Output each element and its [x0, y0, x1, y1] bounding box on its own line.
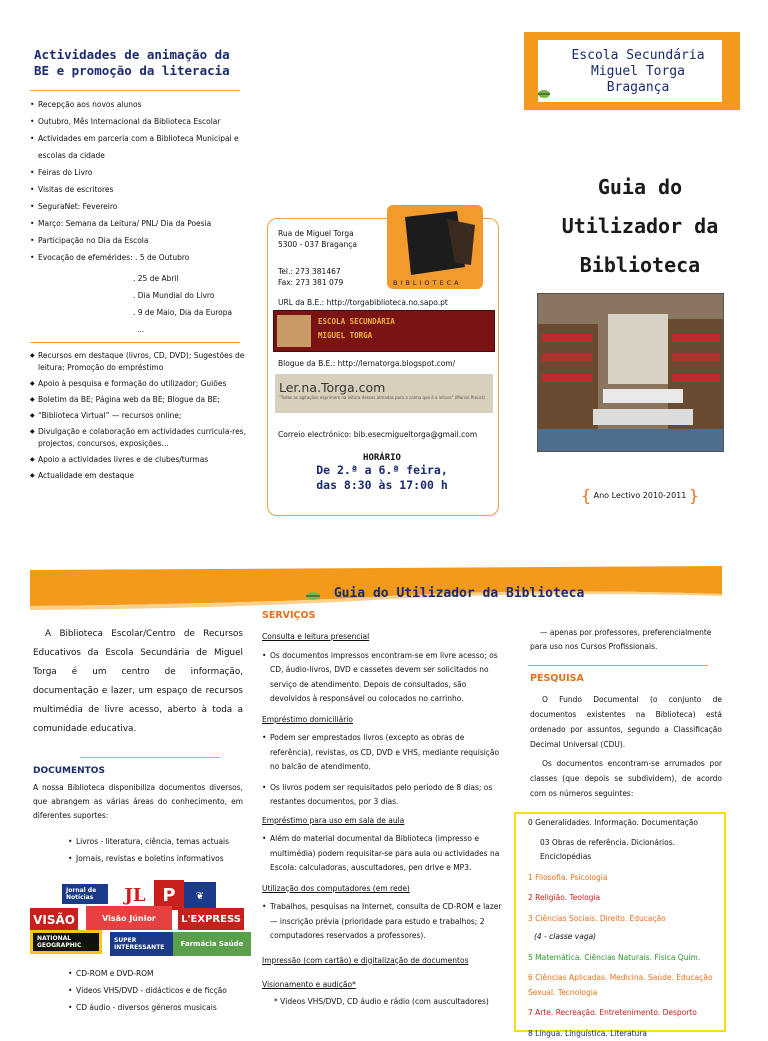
list-item: • Evocação de efemérides: . 5 de Outubro — [30, 249, 245, 266]
service-heading: Visionamento e audição* — [262, 978, 507, 993]
book-logo-icon — [387, 205, 483, 289]
cdu-item: 8 Língua. Linguística. Literatura — [528, 1027, 724, 1041]
section-divider — [30, 342, 240, 343]
address-block: Rua de Miguel Torga 5300 - 037 Bragança Tel.: 273 381467 Fax: 273 381 079 — [278, 228, 388, 288]
book-icon — [300, 587, 326, 601]
library-interior-image — [538, 294, 723, 451]
list-item: • CD áudio - diversos géneros musicais — [68, 999, 248, 1016]
documents-title: DOCUMENTOS — [33, 766, 105, 776]
list-item: • Participação no Dia da Escola — [30, 232, 245, 249]
library-logo: BIBLIOTECA — [387, 205, 483, 289]
list-item: • Visitas de escritores — [30, 181, 245, 198]
service-heading: Empréstimo domiciliário — [262, 713, 507, 728]
list-item: • Os livros podem ser requisitados pelo período de 8 dias; os restantes documentos, por 3 dias. — [262, 781, 507, 810]
service-heading: Consulta e leitura presencial — [262, 630, 507, 645]
banner-title: Guia do Utilizador da Biblioteca — [300, 586, 584, 601]
list-item: • Jornais, revistas e boletins informativos — [68, 850, 248, 867]
school-year: { Ano Lectivo 2010-2011 } — [566, 486, 714, 505]
book-icon — [532, 84, 556, 100]
list-item: • Podem ser emprestados livros (excepto as obras de referência), revistas, os CD, DVD e VHS, mediante requisição no balcão de atendimento. — [262, 731, 507, 775]
library-photo — [537, 293, 724, 452]
documents-text: A nossa Biblioteca disponibiliza documentos diversos, que abrangem as várias áreas do conhecimento, em diferentes suportes: — [33, 781, 243, 823]
cdu-item: 5 Matemática. Ciências Naturais. Física Quím. — [528, 951, 724, 966]
email-address[interactable]: Correio electrónico: bib.esecmigueltorga@gmail.com — [278, 430, 477, 439]
cover-title: Guia do Utilizador da Biblioteca — [540, 168, 740, 285]
list-item: • Os documentos impressos encontram-se em livre acesso; os CD, áudio-livros, DVD e cassetes devem ser solicitados no serviço de atendimento. Depois de consultados, são devolvidos à responsável ou colocados no carrinho. — [262, 649, 507, 707]
services-title: SERVIÇOS — [262, 610, 315, 621]
list-item: ◆ Actualidade em destaque — [30, 470, 250, 482]
intro-divider — [80, 757, 220, 758]
cdu-item: 3 Ciências Sociais. Direito. Educação — [528, 912, 724, 927]
cdu-item: 1 Filosofia. Psicologia — [528, 871, 724, 886]
opening-hours: HORÁRIO De 2.ª a 6.ª feira, das 8:30 às 17:00 h — [267, 453, 497, 493]
list-item: • Recepção aos novos alunos — [30, 96, 245, 113]
efemerides-list: . 25 de Abril . Dia Mundial do Livro . 9 de Maio, Dia da Europa ... — [133, 270, 253, 338]
blog-banner: Ler.na.Torga.com "Todas as agitações exprimem na leitura dessas almadas para a calma que é a leitura" (Marcel Proust) — [275, 374, 493, 413]
list-item: • Além do material documental da Biblioteca (impresso e multimédia) podem requisitar-se para aula ou actividades na Escola: calculadoras, auscultadores, pen drive e MP3. — [262, 832, 507, 876]
cdu-item: 2 Religião. Teologia — [528, 891, 724, 906]
activities-list — [30, 96, 245, 266]
list-item: ◆ “Biblioteca Virtual” — recursos online; — [30, 410, 250, 422]
services-section — [262, 630, 507, 1009]
list-item: • Feiras do Livro — [30, 164, 245, 181]
school-header: Escola Secundária Miguel Torga Bragança — [524, 32, 740, 110]
crest-logo: ❦ — [184, 882, 216, 910]
professional-note: — apenas por professores, preferencialmente para uso nos Cursos Profissionais. — [530, 626, 722, 654]
services-list — [30, 350, 250, 482]
research-classes-text: Os documentos encontram-se arrumados por classes (que depois se subdividem), de acordo com os números seguintes: — [530, 756, 722, 801]
research-text: O Fundo Documental (o conjunto de documentos existentes na Biblioteca) está ordenado por assuntos, segundo a Classificação Decimal Universal (CDU). — [530, 692, 722, 752]
documents-list — [68, 833, 248, 867]
list-item: ◆ Apoio à pesquisa e formação do utilizador; Guiões — [30, 378, 250, 390]
list-item: • SeguraNet: Fevereiro — [30, 198, 245, 215]
list-item: ◆ Divulgação e colaboração em actividades curricula-res, projectos, concursos, exposições… — [30, 426, 250, 450]
cdu-item: 0 Generalidades. Informação. Documentação — [528, 816, 724, 831]
research-divider — [528, 665, 708, 666]
list-item: * Vídeos VHS/DVD, CD áudio e rádio (com auscultadores) — [262, 995, 507, 1010]
list-item: ◆ Apoio a actividades livres e de clubes/turmas — [30, 454, 250, 466]
list-item: ◆ Recursos em destaque (livros, CD, DVD); Sugestões de leitura; Promoção do empréstimo — [30, 350, 250, 374]
service-heading: Impressão (com cartão) e digitalização de documentos — [262, 954, 507, 969]
cdu-item: (4 - classe vaga) — [528, 930, 724, 945]
list-item: • Livros - literatura, ciência, temas actuais — [68, 833, 248, 850]
list-item: ◆ Boletim da BE; Página web da BE; Blogue da BE; — [30, 394, 250, 406]
list-item: • Actividades em parceria com a Biblioteca Municipal e escolas da cidade — [30, 130, 245, 164]
list-item: • Vídeos VHS/DVD - didácticos e de ficção — [68, 982, 248, 999]
list-item: • Outubro, Mês Internacional da Biblioteca Escolar — [30, 113, 245, 130]
list-item: • Março: Semana da Leitura/ PNL/ Dia da Poesia — [30, 215, 245, 232]
research-title: PESQUISA — [530, 673, 584, 684]
blog-url[interactable]: Blogue da B.E.: http://lernatorga.blogspot.com/ — [278, 359, 455, 368]
website-url[interactable]: URL da B.E.: http://torgabiblioteca.no.sapo.pt — [278, 298, 448, 307]
cdu-item: 03 Obras de referência. Dicionários. Enciclopédias — [528, 836, 724, 865]
service-heading: Utilização dos computadores (em rede) — [262, 882, 507, 897]
cdu-item: 6 Ciências Aplicadas. Medicina. Saúde. Educação Sexual. Tecnologia — [528, 971, 724, 1000]
cdu-item: 7 Arte. Recreação. Entretenimento. Desporto — [528, 1006, 724, 1021]
intro-text: A Biblioteca Escolar/Centro de Recursos Educativos da Escola Secundária de Miguel Torga é um centro de informação, documentação e lazer, um espaço de recursos multimédia de livre acesso, aberto à toda a comunidade educativa. — [33, 625, 243, 739]
media-list — [68, 965, 248, 1016]
service-heading: Empréstimo para uso em sala de aula — [262, 814, 507, 829]
magazine-logos: Jornal de Notícias JL P ❦ VISÃO Visão Júnior L'EXPRESS NATIONAL GEOGRAPHIC SUPER INTERESSANTE Farmácia Saúde — [30, 880, 245, 955]
cdu-list — [528, 816, 724, 1041]
list-item: • Trabalhos, pesquisas na Internet, consulta de CD-ROM e lazer — inscrição prévia (prioridade para estudo e trabalhos; 2 computadores reservados a professores). — [262, 900, 507, 944]
school-banner: ESCOLA SECUNDÁRIA MIGUEL TORGA — [273, 310, 495, 352]
title-divider — [30, 90, 240, 91]
list-item: • CD-ROM e DVD-ROM — [68, 965, 248, 982]
activities-title: Actividades de animação da BE e promoção da literacia — [34, 47, 244, 79]
